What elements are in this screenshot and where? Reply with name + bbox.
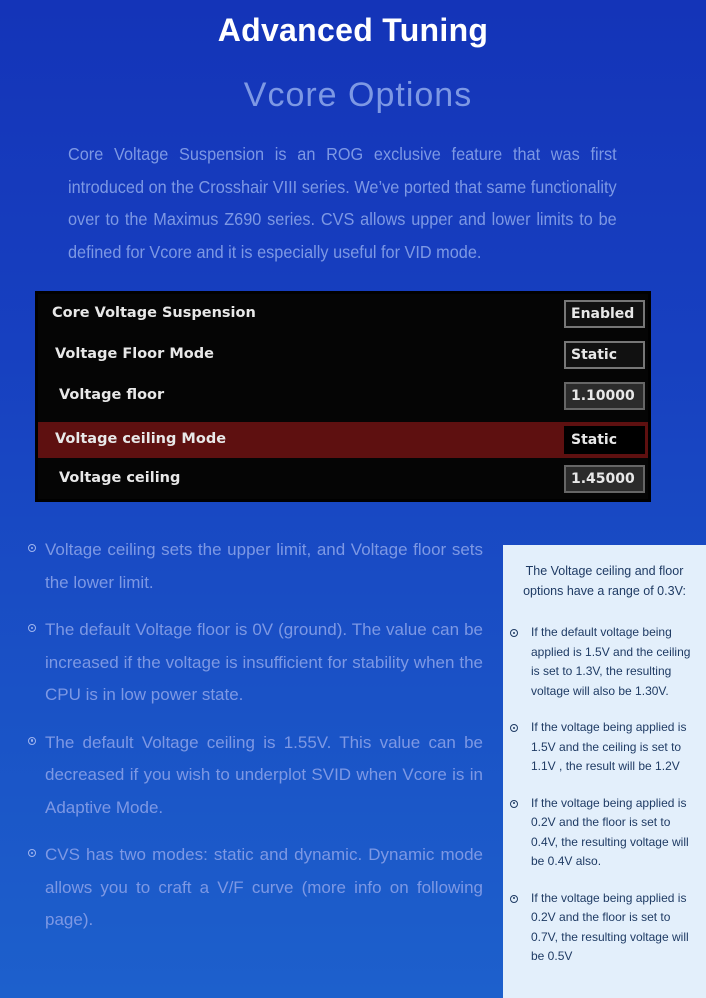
bios-row-label: Voltage ceiling Mode xyxy=(55,431,227,447)
bios-row-voltage-floor[interactable] xyxy=(38,378,648,414)
list-item xyxy=(28,534,483,599)
bios-row-value[interactable]: 1.10000 xyxy=(564,382,645,410)
sidebar-list-item xyxy=(531,623,698,701)
list-item xyxy=(28,839,483,937)
intro-paragraph: Core Voltage Suspension is an ROG exclusive feature that was first introduced on the Crosshair VIII series. We’ve ported that same functionality over to the Maximus Z690 series. CVS allows upper and lower limits to be defined for Vcore and it is especially useful for VID mode. xyxy=(68,144,617,262)
bios-settings-screenshot xyxy=(35,291,651,502)
sidebar-list-item xyxy=(531,794,698,872)
sidebar-item-text: If the default voltage being applied is 1.5V and the ceiling is set to 1.3V, the resulting voltage will also be 1.30V. xyxy=(531,625,691,698)
page-title: Advanced Tuning xyxy=(217,12,489,48)
bios-row-label: Voltage ceiling xyxy=(59,470,181,486)
bios-row-voltage-ceiling-mode[interactable] xyxy=(38,422,648,458)
bullet-icon xyxy=(510,629,518,637)
bullet-icon xyxy=(28,737,36,745)
bullet-icon xyxy=(510,724,518,732)
list-item xyxy=(28,727,483,825)
info-sidebar xyxy=(503,545,706,998)
bios-row-value[interactable]: Enabled xyxy=(564,300,645,328)
sidebar-list-item xyxy=(531,889,698,967)
bullet-list xyxy=(28,534,483,952)
list-item-text: Voltage ceiling sets the upper limit, and Voltage floor sets the lower limit. xyxy=(45,540,483,592)
sidebar-item-text: If the voltage being applied is 0.2V and the floor is set to 0.7V, the resulting voltage will be 0.5V xyxy=(531,890,689,963)
bios-row-value[interactable]: 1.45000 xyxy=(564,465,645,493)
list-item-text: The default Voltage ceiling is 1.55V. This value can be decreased if you wish to underplot SVID when Vcore is in Adaptive Mode. xyxy=(45,732,483,817)
bios-row-label: Voltage Floor Mode xyxy=(55,346,214,362)
bullet-icon xyxy=(510,800,518,808)
section-subtitle: Vcore Options xyxy=(243,76,473,114)
bios-row-voltage-ceiling[interactable] xyxy=(38,461,648,497)
sidebar-heading: The Voltage ceiling and floor options have a range of 0.3V: xyxy=(523,564,686,598)
bullet-icon xyxy=(28,544,36,552)
bullet-icon xyxy=(28,849,36,857)
bullet-icon xyxy=(510,895,518,903)
bios-row-voltage-floor-mode[interactable] xyxy=(38,337,648,373)
list-item xyxy=(28,614,483,712)
bullet-icon xyxy=(28,624,36,632)
bios-row-label: Voltage floor xyxy=(59,387,165,403)
sidebar-item-text: If the voltage being applied is 0.2V and the floor is set to 0.4V, the resulting voltage will be 0.4V also. xyxy=(531,795,689,868)
list-item-text: The default Voltage floor is 0V (ground). The value can be increased if the voltage is insufficient for stability when the CPU is in low power state. xyxy=(45,620,483,704)
bios-row-value[interactable]: Static xyxy=(564,426,645,454)
bios-row-value[interactable]: Static xyxy=(564,341,645,369)
sidebar-item-text: If the voltage being applied is 1.5V and the ceiling is set to 1.1V , the result will be 1.2V xyxy=(531,720,687,773)
sidebar-list-item xyxy=(531,718,698,777)
bios-row-core-voltage-suspension[interactable] xyxy=(38,296,648,332)
bios-row-label: Core Voltage Suspension xyxy=(52,305,256,321)
list-item-text: CVS has two modes: static and dynamic. Dynamic mode allows you to craft a V/F curve (more info on following page). xyxy=(45,845,483,929)
